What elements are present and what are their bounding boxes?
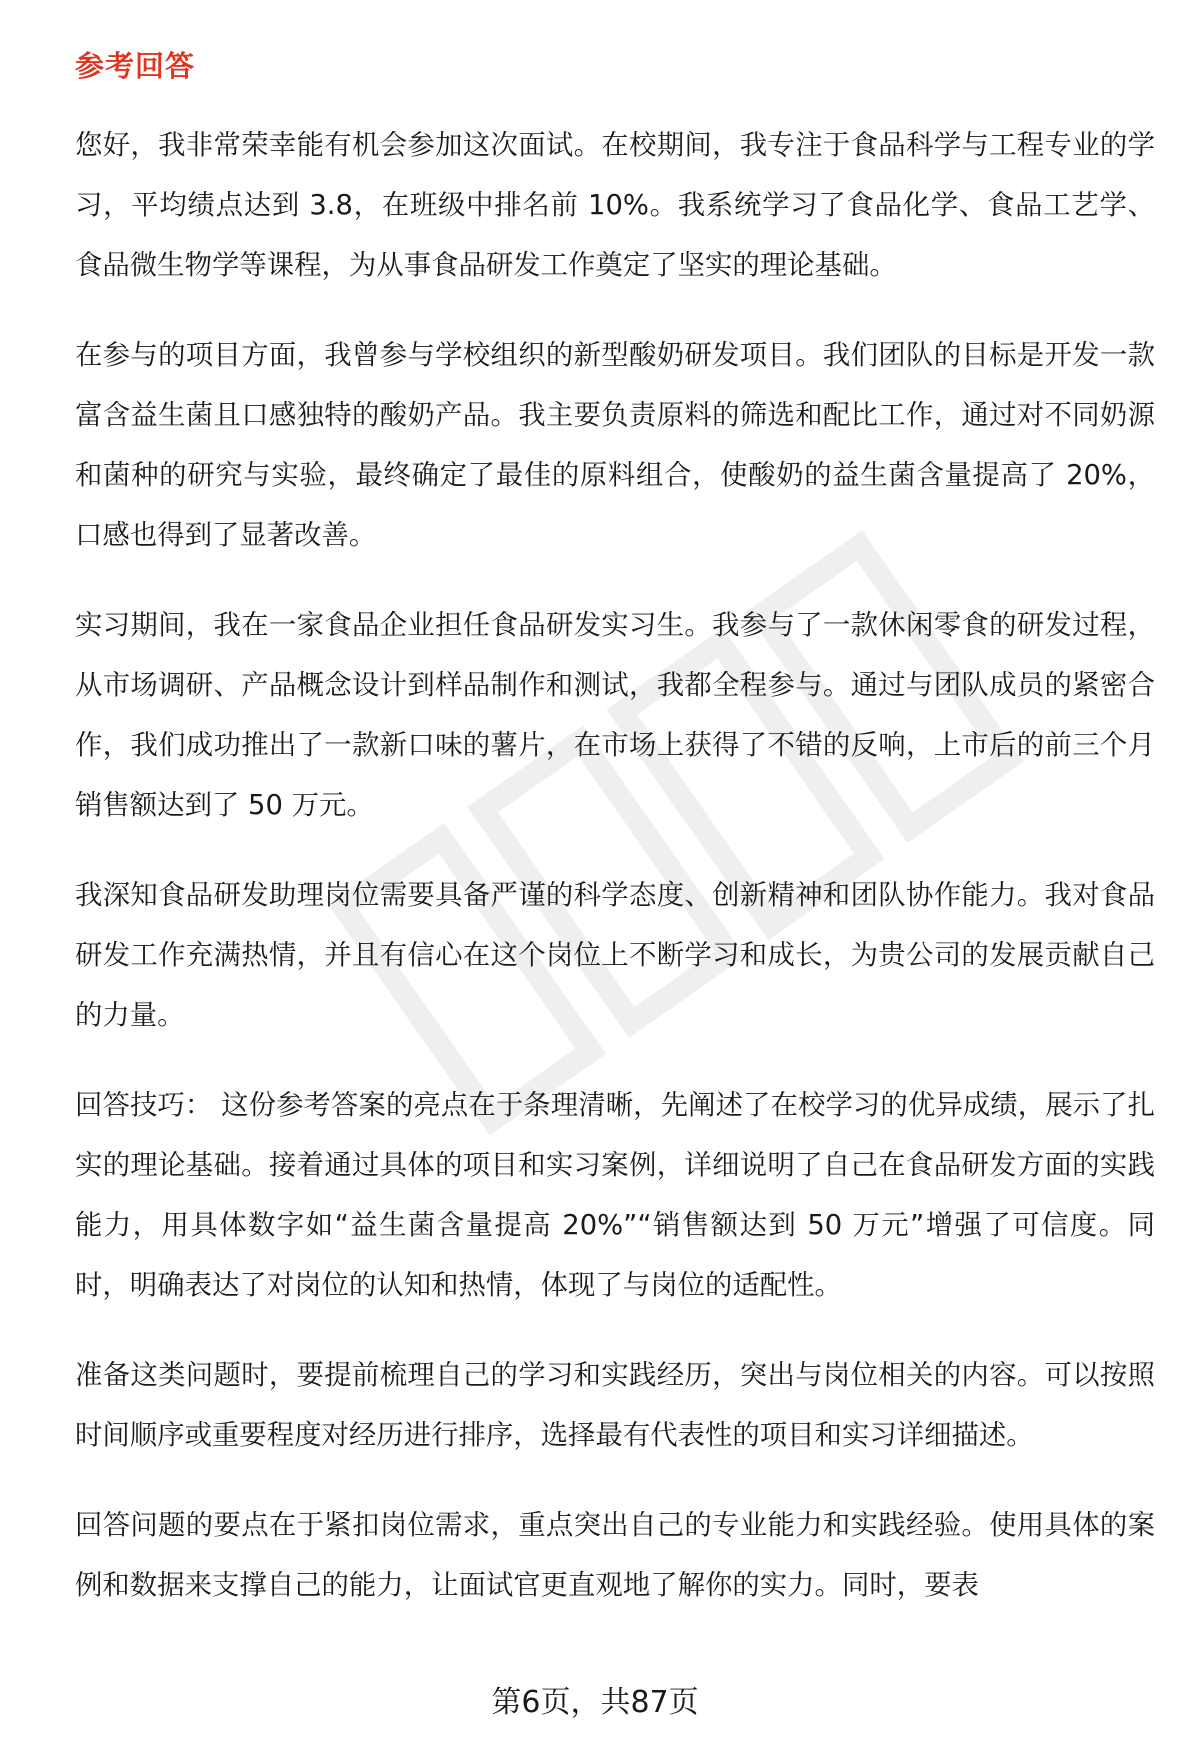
paragraph: 我深知食品研发助理岗位需要具备严谨的科学态度、创新精神和团队协作能力。我对食品研发工作充满热情，并且有信心在这个岗位上不断学习和成长，为贵公司的发展贡献自己的力量。 [75,880,1155,1031]
page-number: 第6页，共87页 [491,1685,699,1720]
paragraph: 您好，我非常荣幸能有机会参加这次面试。在校期间，我专注于食品科学与工程专业的学习，平均绩点达到 3.8，在班级中排名前 10%。我系统学习了食品化学、食品工艺学、食品微生物学等课程，为从事食品研发工作奠定了坚实的理论基础。 [75,130,1155,281]
paragraph: 实习期间，我在一家食品企业担任食品研发实习生。我参与了一款休闲零食的研发过程，从市场调研、产品概念设计到样品制作和测试，我都全程参与。通过与团队成员的紧密合作，我们成功推出了一款新口味的薯片，在市场上获得了不错的反响，上市后的前三个月销售额达到了 50 万元。 [75,610,1155,821]
paragraph: 回答技巧： 这份参考答案的亮点在于条理清晰，先阐述了在校学习的优异成绩，展示了扎实的理论基础。接着通过具体的项目和实习案例，详细说明了自己在食品研发方面的实践能力，用具体数字如“益生菌含量提高 20%”“销售额达到 50 万元”增强了可信度。同时，明确表达了对岗位的认知和热情，体现了与岗位的适配性。 [75,1090,1155,1301]
section-heading: 参考回答 [75,49,196,83]
document-page [75,46,1155,1646]
paragraph: 回答问题的要点在于紧扣岗位需求，重点突出自己的专业能力和实践经验。使用具体的案例和数据来支撑自己的能力，让面试官更直观地了解你的实力。同时，要表 [75,1510,1155,1601]
paragraph: 准备这类问题时，要提前梳理自己的学习和实践经历，突出与岗位相关的内容。可以按照时间顺序或重要程度对经历进行排序，选择最有代表性的项目和实习详细描述。 [75,1360,1155,1451]
paragraph: 在参与的项目方面，我曾参与学校组织的新型酸奶研发项目。我们团队的目标是开发一款富含益生菌且口感独特的酸奶产品。我主要负责原料的筛选和配比工作，通过对不同奶源和菌种的研究与实验，最终确定了最佳的原料组合，使酸奶的益生菌含量提高了 20%，口感也得到了显著改善。 [75,340,1155,551]
